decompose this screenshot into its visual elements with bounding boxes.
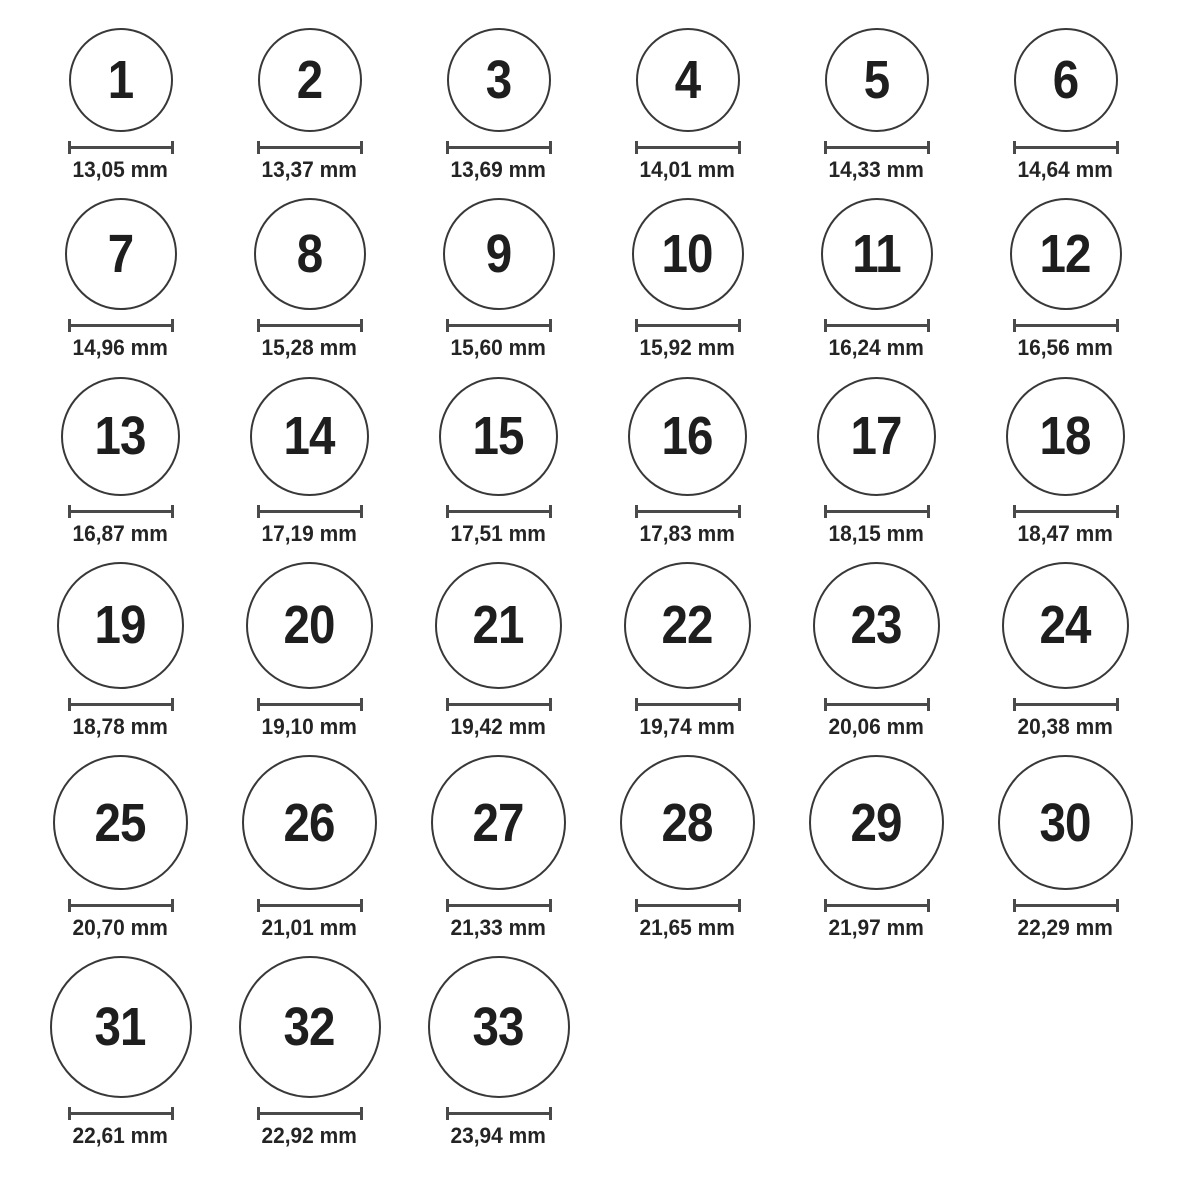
measure-line-bar	[826, 904, 928, 907]
ring-size-number: 6	[1052, 50, 1079, 110]
diameter-label: 13,37 mm	[261, 157, 358, 182]
diameter-label: 20,70 mm	[72, 915, 169, 941]
diameter-measure-line	[446, 698, 552, 711]
ring-circle	[821, 198, 933, 310]
ring-size-number: 5	[863, 50, 890, 110]
measure-line-bar	[637, 510, 739, 513]
ring-size-number: 3	[485, 50, 512, 110]
ring-cell	[26, 562, 215, 739]
measure-line-bar	[826, 324, 928, 327]
ring-cell	[404, 198, 593, 360]
measure-line-bar	[259, 324, 361, 327]
ring-size-number: 25	[94, 792, 147, 853]
ring-circle	[431, 755, 566, 890]
diameter-label: 15,28 mm	[261, 335, 358, 361]
ring-cell	[971, 198, 1160, 360]
diameter-label: 20,06 mm	[828, 713, 925, 739]
diameter-measure-line	[257, 1107, 363, 1120]
measure-line-bar	[826, 703, 928, 706]
ring-cell	[782, 562, 971, 739]
ring-size-number: 26	[283, 792, 336, 853]
diameter-measure-line	[68, 698, 174, 711]
diameter-measure-line	[446, 1107, 552, 1120]
diameter-measure-line	[68, 141, 174, 154]
ring-circle	[628, 377, 747, 496]
diameter-measure-line	[1013, 141, 1119, 154]
measure-line-bar	[826, 510, 928, 513]
ring-size-number: 9	[485, 224, 512, 285]
ring-cell	[404, 755, 593, 940]
ring-circle	[246, 562, 373, 689]
measure-line-bar	[637, 703, 739, 706]
ring-size-number: 28	[661, 792, 714, 853]
ring-cell	[404, 956, 593, 1148]
ring-size-number: 21	[472, 595, 525, 656]
diameter-label: 19,42 mm	[450, 713, 547, 739]
diameter-label: 21,97 mm	[828, 915, 925, 941]
ring-circle	[624, 562, 751, 689]
ring-size-number: 22	[661, 595, 714, 656]
diameter-label: 17,83 mm	[639, 520, 736, 546]
ring-circle	[61, 377, 180, 496]
measure-line-bar	[70, 703, 172, 706]
measure-line-bar	[448, 324, 550, 327]
ring-cell	[26, 755, 215, 940]
ring-size-number: 17	[850, 406, 903, 467]
diameter-measure-line	[824, 319, 930, 332]
diameter-label: 16,87 mm	[72, 520, 169, 546]
measure-line-bar	[259, 703, 361, 706]
measure-line-bar	[1015, 510, 1117, 513]
diameter-measure-line	[1013, 319, 1119, 332]
measure-line-bar	[259, 904, 361, 907]
measure-line-bar	[448, 510, 550, 513]
diameter-label: 21,33 mm	[450, 915, 547, 941]
diameter-measure-line	[257, 319, 363, 332]
ring-circle	[632, 198, 744, 310]
ring-size-number: 2	[296, 50, 323, 110]
measure-line-bar	[70, 1112, 172, 1115]
ring-circle	[636, 28, 740, 132]
ring-size-number: 8	[296, 224, 323, 285]
diameter-measure-line	[635, 899, 741, 912]
diameter-label: 16,56 mm	[1017, 335, 1114, 361]
diameter-label: 14,96 mm	[72, 335, 169, 361]
diameter-measure-line	[257, 141, 363, 154]
ring-cell	[971, 377, 1160, 546]
ring-circle	[69, 28, 173, 132]
diameter-label: 17,51 mm	[450, 520, 547, 546]
ring-circle	[813, 562, 940, 689]
ring-size-number: 23	[850, 595, 903, 656]
measure-line-bar	[637, 146, 739, 149]
ring-cell	[26, 198, 215, 360]
ring-cell	[215, 377, 404, 546]
measure-line-bar	[448, 904, 550, 907]
diameter-label: 17,19 mm	[261, 520, 358, 546]
ring-circle	[439, 377, 558, 496]
ring-circle	[447, 28, 551, 132]
ring-size-number: 32	[283, 997, 336, 1058]
ring-circle	[1002, 562, 1129, 689]
diameter-measure-line	[635, 505, 741, 518]
diameter-measure-line	[635, 141, 741, 154]
diameter-measure-line	[68, 505, 174, 518]
ring-size-number: 31	[94, 997, 147, 1058]
ring-size-number: 27	[472, 792, 525, 853]
diameter-measure-line	[446, 319, 552, 332]
ring-cell	[971, 755, 1160, 940]
diameter-label: 19,10 mm	[261, 713, 358, 739]
ring-circle	[1006, 377, 1125, 496]
ring-size-number: 11	[852, 224, 901, 285]
ring-circle	[258, 28, 362, 132]
ring-circle	[57, 562, 184, 689]
ring-cell	[215, 28, 404, 182]
ring-cell	[782, 28, 971, 182]
diameter-label: 21,01 mm	[261, 915, 358, 941]
measure-line-bar	[70, 510, 172, 513]
diameter-label: 16,24 mm	[828, 335, 925, 361]
ring-circle	[825, 28, 929, 132]
diameter-label: 14,33 mm	[828, 157, 925, 182]
diameter-label: 22,29 mm	[1017, 915, 1114, 941]
ring-cell	[971, 28, 1160, 182]
diameter-measure-line	[635, 698, 741, 711]
measure-line-bar	[637, 904, 739, 907]
diameter-label: 14,01 mm	[639, 157, 736, 182]
ring-cell	[782, 377, 971, 546]
measure-line-bar	[1015, 703, 1117, 706]
diameter-measure-line	[824, 505, 930, 518]
diameter-label: 23,94 mm	[450, 1123, 547, 1149]
ring-cell	[404, 377, 593, 546]
ring-circle	[50, 956, 192, 1098]
measure-line-bar	[70, 904, 172, 907]
ring-row	[26, 956, 1200, 1148]
measure-line-bar	[70, 146, 172, 149]
ring-cell	[593, 755, 782, 940]
diameter-label: 18,78 mm	[72, 713, 169, 739]
diameter-label: 15,60 mm	[450, 335, 547, 361]
ring-size-number: 12	[1039, 224, 1092, 285]
diameter-measure-line	[68, 899, 174, 912]
ring-size-number: 10	[661, 224, 714, 285]
diameter-measure-line	[1013, 698, 1119, 711]
ring-size-number: 29	[850, 792, 903, 853]
ring-circle	[435, 562, 562, 689]
ring-circle	[817, 377, 936, 496]
ring-circle	[1014, 28, 1118, 132]
ring-cell	[215, 198, 404, 360]
ring-cell	[782, 198, 971, 360]
ring-circle	[250, 377, 369, 496]
measure-line-bar	[1015, 904, 1117, 907]
measure-line-bar	[826, 146, 928, 149]
ring-size-grid	[26, 28, 1200, 1149]
diameter-label: 22,61 mm	[72, 1123, 169, 1149]
measure-line-bar	[259, 510, 361, 513]
ring-size-number: 33	[472, 997, 525, 1058]
ring-cell	[26, 956, 215, 1148]
ring-circle	[65, 198, 177, 310]
ring-circle	[809, 755, 944, 890]
diameter-label: 13,69 mm	[450, 157, 547, 182]
ring-size-number: 19	[94, 595, 147, 656]
measure-line-bar	[637, 324, 739, 327]
ring-circle	[443, 198, 555, 310]
ring-size-number: 7	[107, 224, 134, 285]
ring-cell	[782, 755, 971, 940]
measure-line-bar	[259, 1112, 361, 1115]
diameter-label: 18,47 mm	[1017, 520, 1114, 546]
ring-row	[26, 562, 1200, 739]
ring-size-number: 4	[674, 50, 701, 110]
ring-cell	[215, 755, 404, 940]
ring-circle	[1010, 198, 1122, 310]
diameter-measure-line	[446, 141, 552, 154]
ring-cell	[593, 377, 782, 546]
ring-size-number: 24	[1039, 595, 1092, 656]
diameter-measure-line	[446, 899, 552, 912]
diameter-label: 20,38 mm	[1017, 713, 1114, 739]
ring-size-number: 30	[1039, 792, 1092, 853]
ring-circle	[53, 755, 188, 890]
ring-cell	[404, 562, 593, 739]
diameter-measure-line	[1013, 505, 1119, 518]
diameter-measure-line	[68, 319, 174, 332]
ring-cell	[971, 562, 1160, 739]
diameter-measure-line	[824, 899, 930, 912]
ring-cell	[404, 28, 593, 182]
diameter-measure-line	[824, 698, 930, 711]
ring-row	[26, 377, 1200, 546]
diameter-measure-line	[824, 141, 930, 154]
measure-line-bar	[1015, 324, 1117, 327]
diameter-label: 14,64 mm	[1017, 157, 1114, 182]
diameter-label: 19,74 mm	[639, 713, 736, 739]
diameter-measure-line	[257, 899, 363, 912]
measure-line-bar	[448, 146, 550, 149]
ring-cell	[593, 562, 782, 739]
diameter-label: 13,05 mm	[72, 157, 169, 182]
ring-cell	[215, 562, 404, 739]
measure-line-bar	[448, 703, 550, 706]
ring-circle	[998, 755, 1133, 890]
measure-line-bar	[1015, 146, 1117, 149]
ring-cell	[26, 28, 215, 182]
ring-size-number: 14	[283, 406, 336, 467]
ring-cell	[215, 956, 404, 1148]
ring-cell	[26, 377, 215, 546]
diameter-label: 22,92 mm	[261, 1123, 358, 1149]
diameter-label: 15,92 mm	[639, 335, 736, 361]
ring-size-number: 1	[107, 50, 134, 110]
measure-line-bar	[70, 324, 172, 327]
ring-size-number: 16	[661, 406, 714, 467]
diameter-measure-line	[257, 505, 363, 518]
ring-row	[26, 28, 1200, 182]
ring-cell	[593, 28, 782, 182]
diameter-label: 21,65 mm	[639, 915, 736, 941]
ring-circle	[239, 956, 381, 1098]
diameter-measure-line	[257, 698, 363, 711]
ring-size-number: 13	[94, 406, 147, 467]
diameter-measure-line	[1013, 899, 1119, 912]
measure-line-bar	[448, 1112, 550, 1115]
diameter-label: 18,15 mm	[828, 520, 925, 546]
ring-circle	[254, 198, 366, 310]
ring-cell	[593, 198, 782, 360]
ring-size-number: 18	[1039, 406, 1092, 467]
ring-size-number: 20	[283, 595, 336, 656]
measure-line-bar	[259, 146, 361, 149]
ring-circle	[428, 956, 570, 1098]
diameter-measure-line	[635, 319, 741, 332]
diameter-measure-line	[446, 505, 552, 518]
ring-circle	[242, 755, 377, 890]
ring-row	[26, 198, 1200, 360]
ring-row	[26, 755, 1200, 940]
ring-size-number: 15	[472, 406, 525, 467]
ring-circle	[620, 755, 755, 890]
diameter-measure-line	[68, 1107, 174, 1120]
